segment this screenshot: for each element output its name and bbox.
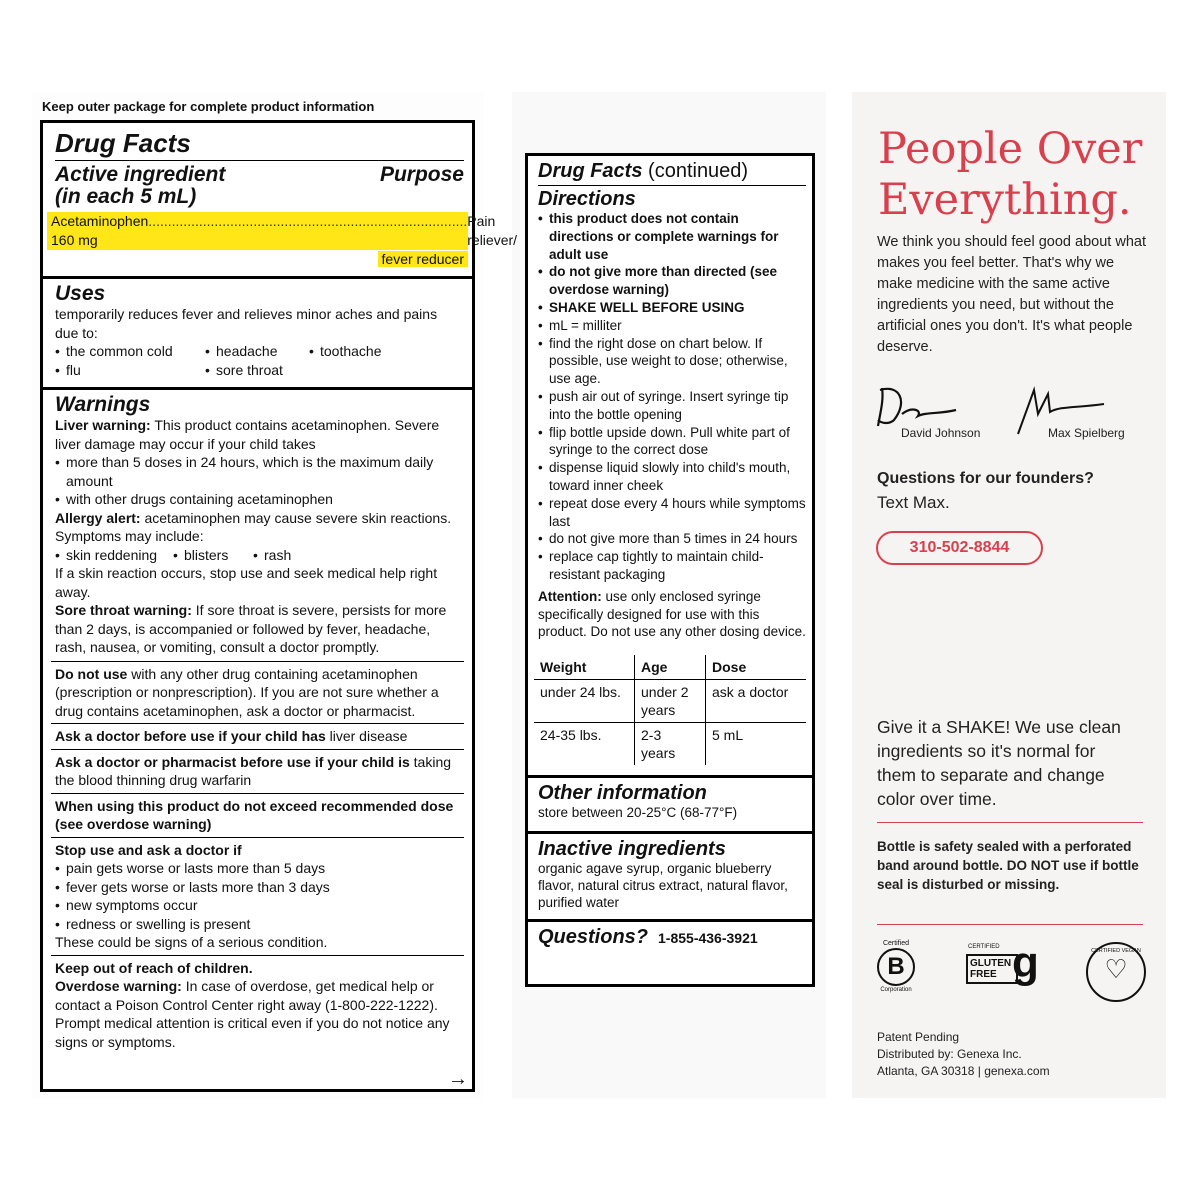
- heart-icon: ♡: [1104, 954, 1128, 984]
- purpose-label: Purpose: [379, 163, 464, 186]
- direction-bold-item: • SHAKE WELL BEFORE USING: [538, 299, 806, 317]
- direction-item: • flip bottle upside down. Pull white part of syringe to the correct dose: [538, 424, 806, 460]
- attention-text: use only enclosed syringe specifically designed for use with this product. Do not use any other dosing device.: [538, 588, 806, 640]
- purpose-line-1: Pain reliever/: [467, 213, 518, 248]
- allergy-item: • blisters: [173, 546, 253, 565]
- dosing-table: [534, 655, 806, 765]
- uses-item: • headache: [205, 342, 309, 361]
- table-cell: 24-35 lbs.: [540, 727, 602, 744]
- liver-warning-text: This product contains acetaminophen. Severe liver damage may occur if your child takes: [55, 417, 440, 452]
- allergy-after: If a skin reaction occurs, stop use and seek medical help right away.: [55, 565, 438, 600]
- allergy-alert-text: acetaminophen may cause severe skin reactions. Symptoms may include:: [55, 509, 452, 544]
- ingredient-name: Acetaminophen 160 mg: [51, 213, 149, 248]
- overdose-text: In case of overdose, get medical help or contact a Poison Control Center right away (1-800-222-1222). Prompt medical attention is critical even if you do not notice any signs or symptoms.: [55, 978, 450, 1050]
- vegan-label: CERTIFIED VEGAN: [1091, 948, 1141, 954]
- direction-bold-item: • this product does not contain directions or complete warnings for adult use: [538, 210, 806, 263]
- divider: [877, 924, 1143, 925]
- allergy-item: • skin reddening: [55, 546, 173, 565]
- keep-package-note: Keep outer package for complete product information: [42, 99, 375, 114]
- table-cell: 2-3 years: [635, 723, 706, 766]
- direction-item: • replace cap tightly to maintain child-resistant packaging: [538, 548, 806, 584]
- gf-letter: g: [1012, 938, 1039, 987]
- uses-item: • flu: [55, 361, 205, 380]
- overdose-label: Overdose warning:: [55, 978, 182, 994]
- headline-line-1: People Over: [878, 124, 1143, 174]
- directions-title: Directions: [538, 188, 636, 210]
- founder-name-2: Max Spielberg: [1048, 426, 1125, 440]
- do-not-use-text: with any other drug containing acetaminophen (prescription or nonprescription). If you are not sure whether a drug contains acetaminophen, ask a doctor or pharmacist.: [55, 665, 439, 719]
- founder-phone-button[interactable]: 310-502-8844: [876, 531, 1043, 565]
- drug-facts-title: Drug Facts: [55, 128, 191, 158]
- stop-item: • pain gets worse or lasts more than 5 days: [55, 859, 464, 878]
- uses-text: temporarily reduces fever and relieves minor aches and pains due to:: [55, 306, 438, 341]
- when-using-text: When using this product do not exceed recommended dose (see overdose warning): [55, 797, 454, 832]
- bcorp-bottom: Corporation: [880, 987, 912, 993]
- other-information-text: store between 20-25°C (68-77°F): [538, 805, 738, 821]
- sore-throat-label: Sore throat warning:: [55, 602, 192, 618]
- inactive-ingredients-text: organic agave syrup, organic blueberry flavor, natural citrus extract, natural flavor, purified water: [538, 861, 788, 911]
- direction-item: • push air out of syringe. Insert syringe tip into the bottle opening: [538, 388, 806, 424]
- patent-pending: Patent Pending: [877, 1030, 960, 1044]
- questions-label: Questions?: [538, 926, 649, 949]
- ask-doctor-label: Ask a doctor before use if your child has: [55, 728, 326, 744]
- founder-name-1: David Johnson: [901, 426, 981, 440]
- table-header: Dose: [706, 655, 807, 680]
- bcorp-top: Certified: [882, 940, 910, 947]
- drug-facts-title-2: Drug Facts: [538, 160, 643, 182]
- direction-item: • dispense liquid slowly into child's mouth, toward inner cheek: [538, 459, 806, 495]
- table-cell: 5 mL: [706, 723, 807, 766]
- ask-pharmacist-text: taking the blood thinning drug warfarin: [55, 753, 452, 788]
- table-row: [534, 723, 806, 766]
- direction-bold-item: • do not give more than directed (see overdose warning): [538, 263, 806, 299]
- gluten-free-icon: [964, 938, 1048, 996]
- gf-top: CERTIFIED: [968, 944, 1000, 950]
- table-cell: under 2 years: [635, 680, 706, 723]
- continue-arrow-icon: →: [448, 1068, 468, 1090]
- uses-item: • toothache: [309, 342, 382, 361]
- headline-line-2: Everything.: [878, 175, 1132, 225]
- divider: [877, 822, 1143, 823]
- table-header: Age: [635, 655, 706, 680]
- seal-warning: Bottle is safety sealed with a perforated band around bottle. DO NOT use if bottle seal is disturbed or missing.: [877, 839, 1139, 892]
- ask-doctor-text: liver disease: [329, 728, 408, 744]
- stop-item: • fever gets worse or lasts more than 3 days: [55, 878, 464, 897]
- text-max: Text Max.: [877, 493, 950, 512]
- table-header: Weight: [534, 655, 635, 680]
- intro-text: We think you should feel good about what makes you feel better. That's why we make medicine with the same active ingredients you need, but without the artificial ones you don't. It's what people deserve.: [877, 234, 1146, 355]
- purpose-line-2: fever reducer: [378, 251, 468, 267]
- liver-item: • with other drugs containing acetaminophen: [55, 490, 464, 509]
- sore-throat-text: If sore throat is severe, persists for more than 2 days, is accompanied or followed by fever, headache, rash, nausea, or vomiting, consult a doctor promptly.: [55, 602, 447, 655]
- uses-item: • sore throat: [205, 361, 309, 380]
- keep-out-of-reach: Keep out of reach of children.: [55, 959, 253, 976]
- address: Atlanta, GA 30318 | genexa.com: [877, 1064, 1050, 1078]
- uses-title: Uses: [55, 282, 106, 305]
- direction-item: • find the right dose on chart below. If possible, use weight to dose; otherwise, use age.: [538, 335, 806, 388]
- drug-facts-box: Drug Facts Active ingredient (in each 5 mL) Purpose Acetaminophen 160 mg .................................................................................. Pain reliever/ fever reducer Uses temporarily reduces fever and relieves minor aches and pains due to: • the common cold • flu • headache • sore throat • toothache Warnings Liver warning: This product contains acetaminophen. Severe liver damage may occur if your child takes • more than 5 doses in 24 hours, which is the maximum daily amount • with other drugs containing acetaminophen Allergy alert: acetaminophen may cause severe skin reactions. Symptoms may include: • skin reddening • blisters • rash If a skin reaction occurs, stop use and seek medical help right away. Sore throat warning: If sore throat is severe, persists for more than 2 days, is accompanied or followed by fever, headache, rash, nausea, or vomiting, consult a doctor promptly. Do not use with any other drug containing acetaminophen (prescription or nonprescription). If you are not sure whether a drug contains acetaminophen, ask a doctor or pharmacist. Ask a doctor before use if your child has liver disease Ask a doctor or pharmacist before use if your child is taking the blood thinning drug warfarin When using this product do not exceed recommended dose (see overdose warning) Stop use and ask a doctor if • pain gets worse or lasts more than 5 days • fever gets worse or lasts more than 3 days • new symptoms occur • redness or swelling is present These could be signs of a serious condition. Keep out of reach of children. Overdose warning: In case of overdose, get medical help or contact a Poison Control Center right away (1-800-222-1222). Prompt medical attention is critical even if you do not notice any signs or symptoms. →: [40, 120, 475, 1092]
- direction-item: • repeat dose every 4 hours while symptoms last: [538, 495, 806, 531]
- ask-pharmacist-label: Ask a doctor or pharmacist before use if your child is: [55, 753, 410, 770]
- bcorp-letter: B: [877, 948, 915, 986]
- b-corp-icon: [874, 940, 918, 1000]
- active-ingredient-sub: (in each 5 mL): [55, 185, 197, 208]
- distributor: Distributed by: Genexa Inc.: [877, 1047, 1022, 1061]
- direction-item: • mL = milliter: [538, 317, 806, 335]
- inactive-ingredients-title: Inactive ingredients: [538, 838, 726, 861]
- warnings-title: Warnings: [55, 393, 151, 416]
- do-not-use-label: Do not use: [55, 665, 128, 682]
- direction-item: • do not give more than 5 times in 24 hours: [538, 530, 806, 548]
- brand-headline: [878, 124, 1142, 226]
- table-cell: under 24 lbs.: [534, 680, 635, 723]
- signature-david-icon: [874, 380, 964, 430]
- drug-facts-continued-box: [525, 153, 815, 987]
- active-ingredient-label: Active ingredient: [55, 163, 226, 186]
- certified-vegan-icon: [1086, 942, 1146, 1002]
- allergy-item: • rash: [253, 546, 291, 565]
- stop-after: These could be signs of a serious condition.: [55, 934, 328, 950]
- stop-use-label: Stop use and ask a doctor if: [55, 841, 242, 858]
- allergy-alert-label: Allergy alert:: [55, 509, 141, 526]
- liver-warning-label: Liver warning:: [55, 417, 151, 433]
- questions-phone: 1-855-436-3921: [658, 930, 758, 947]
- stop-item: • new symptoms occur: [55, 896, 464, 915]
- other-information-title: Other information: [538, 782, 707, 805]
- table-row: [534, 680, 806, 723]
- liver-item: • more than 5 doses in 24 hours, which is the maximum daily amount: [55, 453, 464, 490]
- uses-item: • the common cold: [55, 342, 205, 361]
- attention-label: Attention:: [538, 588, 602, 604]
- continued-label: (continued): [648, 160, 749, 182]
- shake-text: Give it a SHAKE! We use clean ingredients so it's normal for them to separate and change color over time.: [877, 717, 1121, 809]
- founders-question: Questions for our founders?: [877, 470, 1094, 487]
- table-cell: ask a doctor: [706, 680, 807, 723]
- gf-main: GLUTEN FREE: [966, 954, 1018, 984]
- stop-item: • redness or swelling is present: [55, 915, 464, 934]
